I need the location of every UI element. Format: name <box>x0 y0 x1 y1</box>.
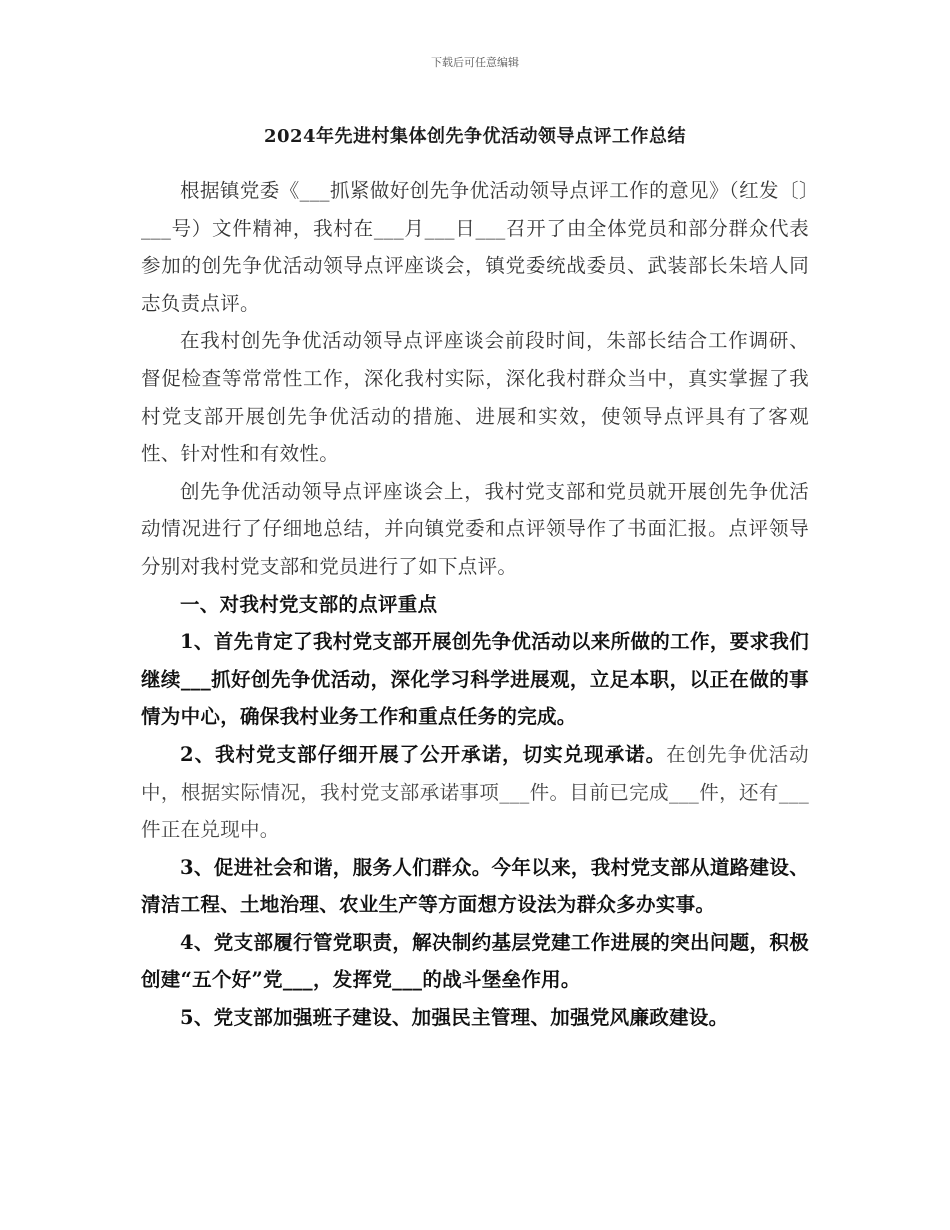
point-3: 3、促进社会和谐，服务人们群众。今年以来，我村党支部从道路建设、清洁工程、土地治理、农业生产等方面想方设法为群众多办实事。 <box>141 855 809 917</box>
header-note: 下载后可任意编辑 <box>431 56 519 69</box>
paragraph-preparation: 在我村创先争优活动领导点评座谈会前段时间，朱部长结合工作调研、督促检查等常常性工作，深化我村实际，深化我村群众当中，真实掌握了我村党支部开展创先争优活动的措施、进展和实效，使领导点评具有了客观性、针对性和有效性。 <box>141 329 809 466</box>
point-2-bold: 2、我村党支部仔细开展了公开承诺，切实兑现承诺。 <box>180 742 667 766</box>
paragraph-meeting-summary: 创先争优活动领导点评座谈会上，我村党支部和党员就开展创先争优活动情况进行了仔细地总结，并向镇党委和点评领导作了书面汇报。点评领导分别对我村党支部和党员进行了如下点评。 <box>141 479 809 578</box>
section-heading: 一、对我村党支部的点评重点 <box>180 592 438 616</box>
paragraph-meeting-intro: 根据镇党委《___抓紧做好创先争优活动领导点评工作的意见》（红发〔〕___号）文件精神，我村在___月___日___召开了由全体党员和部分群众代表参加的创先争优活动领导点评座谈会，镇党委统战委员、武装部长朱培人同志负责点评。 <box>141 179 809 315</box>
point-1: 1、首先肯定了我村党支部开展创先争优活动以来所做的工作，要求我们继续___抓好创先争优活动，深化学习科学进展观，立足本职，以正在做的事情为中心，确保我村业务工作和重点任务的完成。 <box>141 630 809 729</box>
document-title: 2024年先进村集体创先争优活动领导点评工作总结 <box>263 126 687 147</box>
document-body <box>141 172 809 1037</box>
point-2-detail: 在创先争优活动中，根据实际情况，我村党支部承诺事项___件。目前已完成___件，还有___件正在兑现中。 <box>141 742 809 842</box>
point-4: 4、党支部履行管党职责，解决制约基层党建工作进展的突出问题，积极创建“五个好”党___，发挥党___的战斗堡垒作用。 <box>141 930 809 992</box>
point-2 <box>141 736 809 849</box>
point-5: 5、党支部加强班子建设、加强民主管理、加强党风廉政建设。 <box>180 1006 729 1030</box>
